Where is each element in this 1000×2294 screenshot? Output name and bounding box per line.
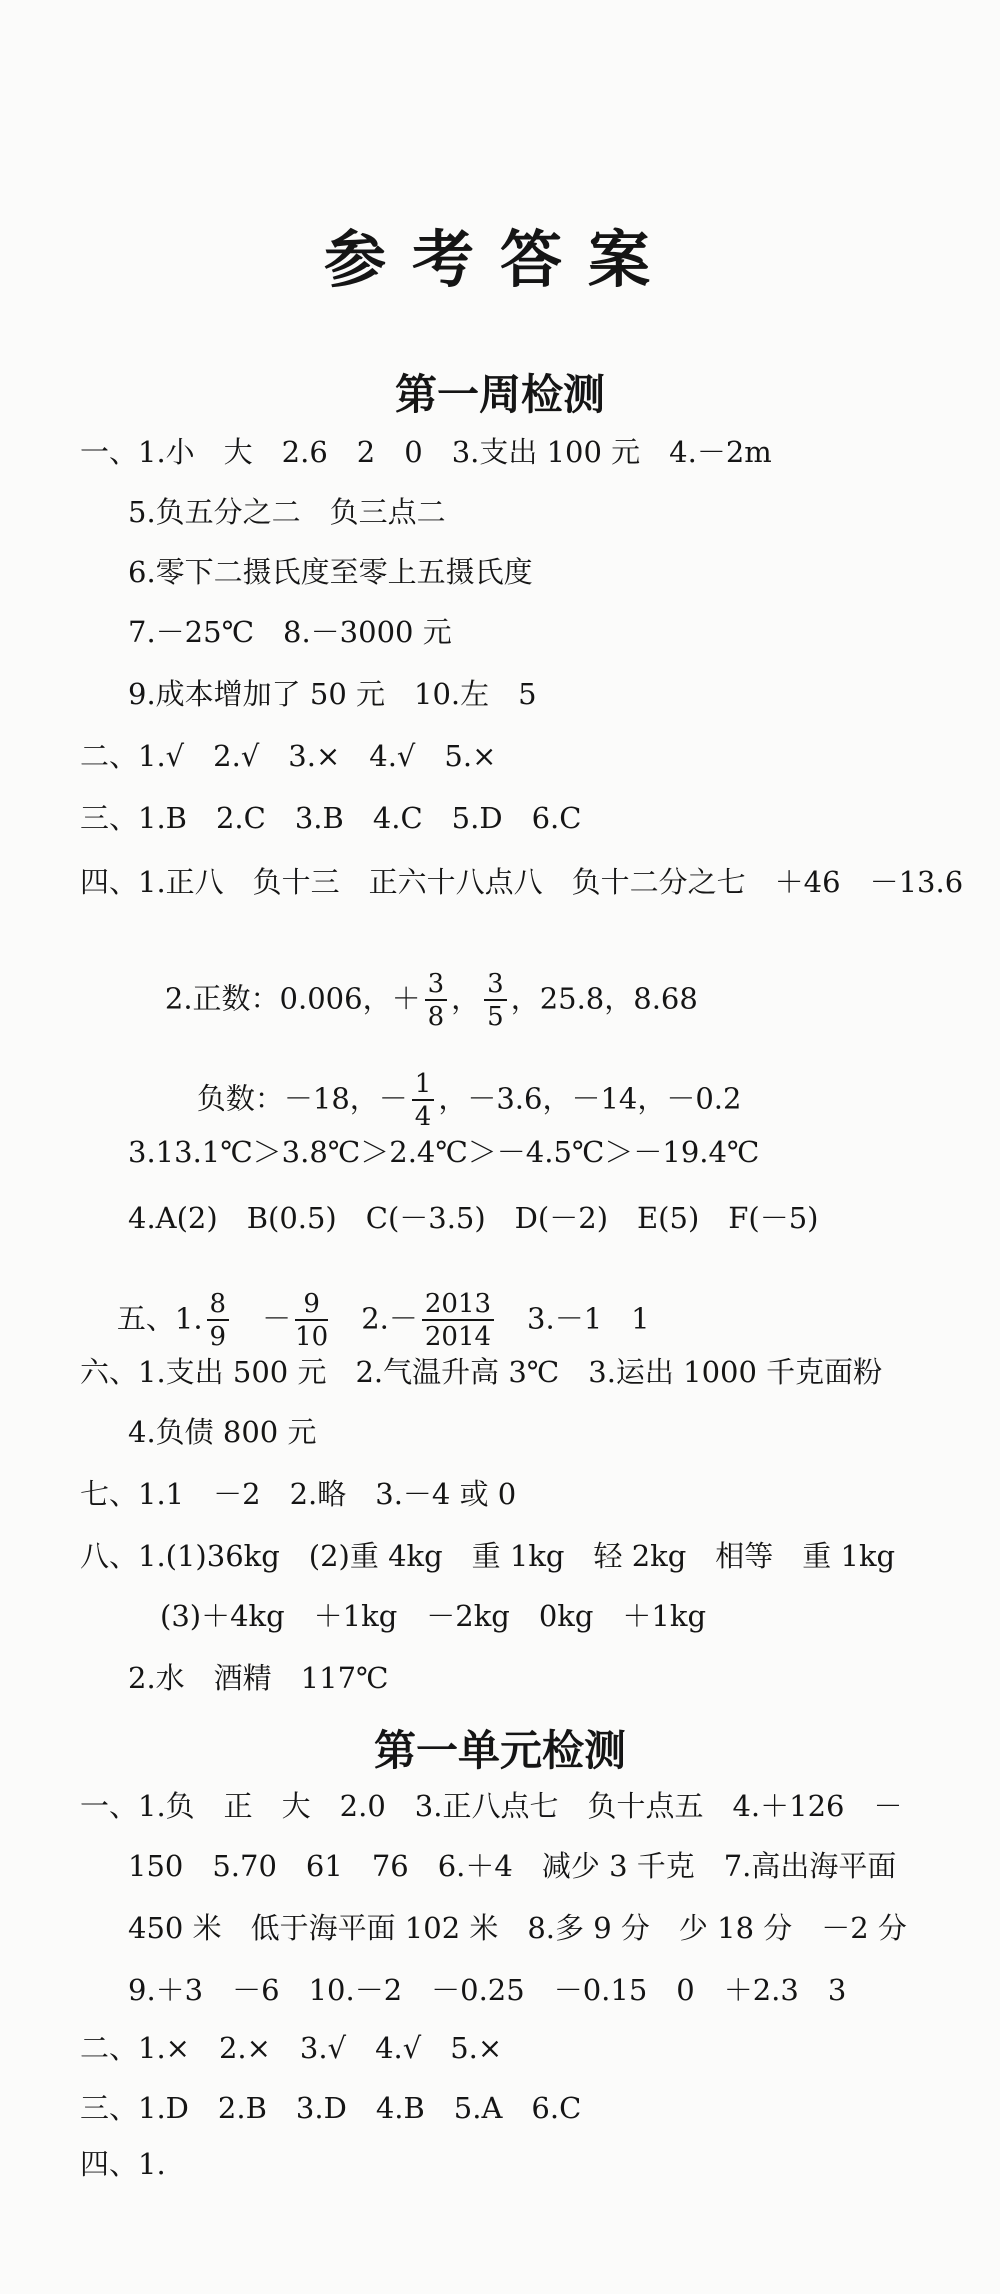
answer-line: 4.A(2) B(0.5) C(－3.5) D(－2) E(5) F(－5) [128, 1201, 819, 1235]
answer-line: 9.＋3 －6 10.－2 －0.25 －0.15 0 ＋2.3 3 [128, 1973, 847, 2007]
fraction [484, 971, 507, 1030]
text: 2.正数：0.006，＋ [164, 981, 421, 1016]
section-heading-week1: 第一周检测 [394, 370, 605, 419]
fraction [412, 1071, 435, 1130]
denominator: 2014 [424, 1322, 492, 1352]
answer-line: 三、1.B 2.C 3.B 4.C 5.D 6.C [80, 801, 582, 835]
answer-line: (3)＋4kg ＋1kg －2kg 0kg ＋1kg [160, 1599, 707, 1633]
numerator: 3 [484, 971, 507, 1001]
fraction [295, 1291, 328, 1350]
answer-line: 八、1.(1)36kg (2)重 4kg 重 1kg 轻 2kg 相等 重 1kg [80, 1539, 896, 1573]
numerator: 8 [207, 1291, 230, 1321]
answer-line: 4.负债 800 元 [128, 1415, 317, 1449]
text: 2.－ [332, 1301, 418, 1336]
numerator: 3 [425, 971, 448, 1001]
answer-line: 六、1.支出 500 元 2.气温升高 3℃ 3.运出 1000 千克面粉 [80, 1355, 883, 1389]
answer-line: 四、1. [80, 2147, 166, 2181]
fraction [425, 971, 448, 1030]
denominator: 4 [414, 1102, 432, 1132]
answer-line: 一、1.负 正 大 2.0 3.正八点七 负十点五 4.＋126 － [80, 1789, 903, 1823]
text: 五、1. [116, 1301, 203, 1336]
text: － [233, 1301, 292, 1336]
answer-line: 2.水 酒精 117℃ [128, 1661, 389, 1695]
answer-line: 二、1.√ 2.√ 3.× 4.√ 5.× [80, 739, 497, 773]
fraction [207, 1291, 230, 1350]
answer-line: 9.成本增加了 50 元 10.左 5 [128, 677, 537, 711]
denominator: 8 [427, 1002, 445, 1032]
text: 3.－1 1 [498, 1301, 650, 1336]
answer-line: 七、1.1 －2 2.略 3.－4 或 0 [80, 1477, 517, 1511]
numerator: 2013 [422, 1291, 494, 1321]
text: ，－3.6，－14，－0.2 [438, 1081, 742, 1116]
denominator: 5 [487, 1002, 504, 1032]
answer-line: 6.零下二摄氏度至零上五摄氏度 [128, 555, 533, 589]
answer-line: 一、1.小 大 2.6 2 0 3.支出 100 元 4.－2m [80, 435, 772, 469]
text: 负数：－18，－ [196, 1081, 408, 1116]
fraction [422, 1291, 494, 1350]
answer-line: 7.－25℃ 8.－3000 元 [128, 615, 452, 649]
numerator: 9 [295, 1291, 328, 1321]
answer-line: 3.13.1℃＞3.8℃＞2.4℃＞－4.5℃＞－19.4℃ [128, 1135, 760, 1169]
page-title: 参考答案 [323, 223, 676, 296]
answer-line: 450 米 低于海平面 102 米 8.多 9 分 少 18 分 －2 分 [128, 1911, 907, 1945]
denominator: 10 [295, 1322, 329, 1352]
text: ， [451, 981, 481, 1016]
answer-line: 四、1.正八 负十三 正六十八点八 负十二分之七 ＋46 －13.6 [80, 865, 964, 899]
answer-line: 150 5.70 61 76 6.＋4 减少 3 千克 7.高出海平面 [128, 1849, 897, 1883]
answer-line: 二、1.× 2.× 3.√ 4.√ 5.× [80, 2031, 503, 2065]
numerator: 1 [412, 1071, 435, 1101]
answer-line: 三、1.D 2.B 3.D 4.B 5.A 6.C [80, 2091, 582, 2125]
section-heading-unit1: 第一单元检测 [373, 1726, 626, 1775]
answer-line: 5.负五分之二 负三点二 [128, 495, 446, 529]
text: ，25.8，8.68 [510, 981, 698, 1016]
denominator: 9 [209, 1322, 227, 1352]
